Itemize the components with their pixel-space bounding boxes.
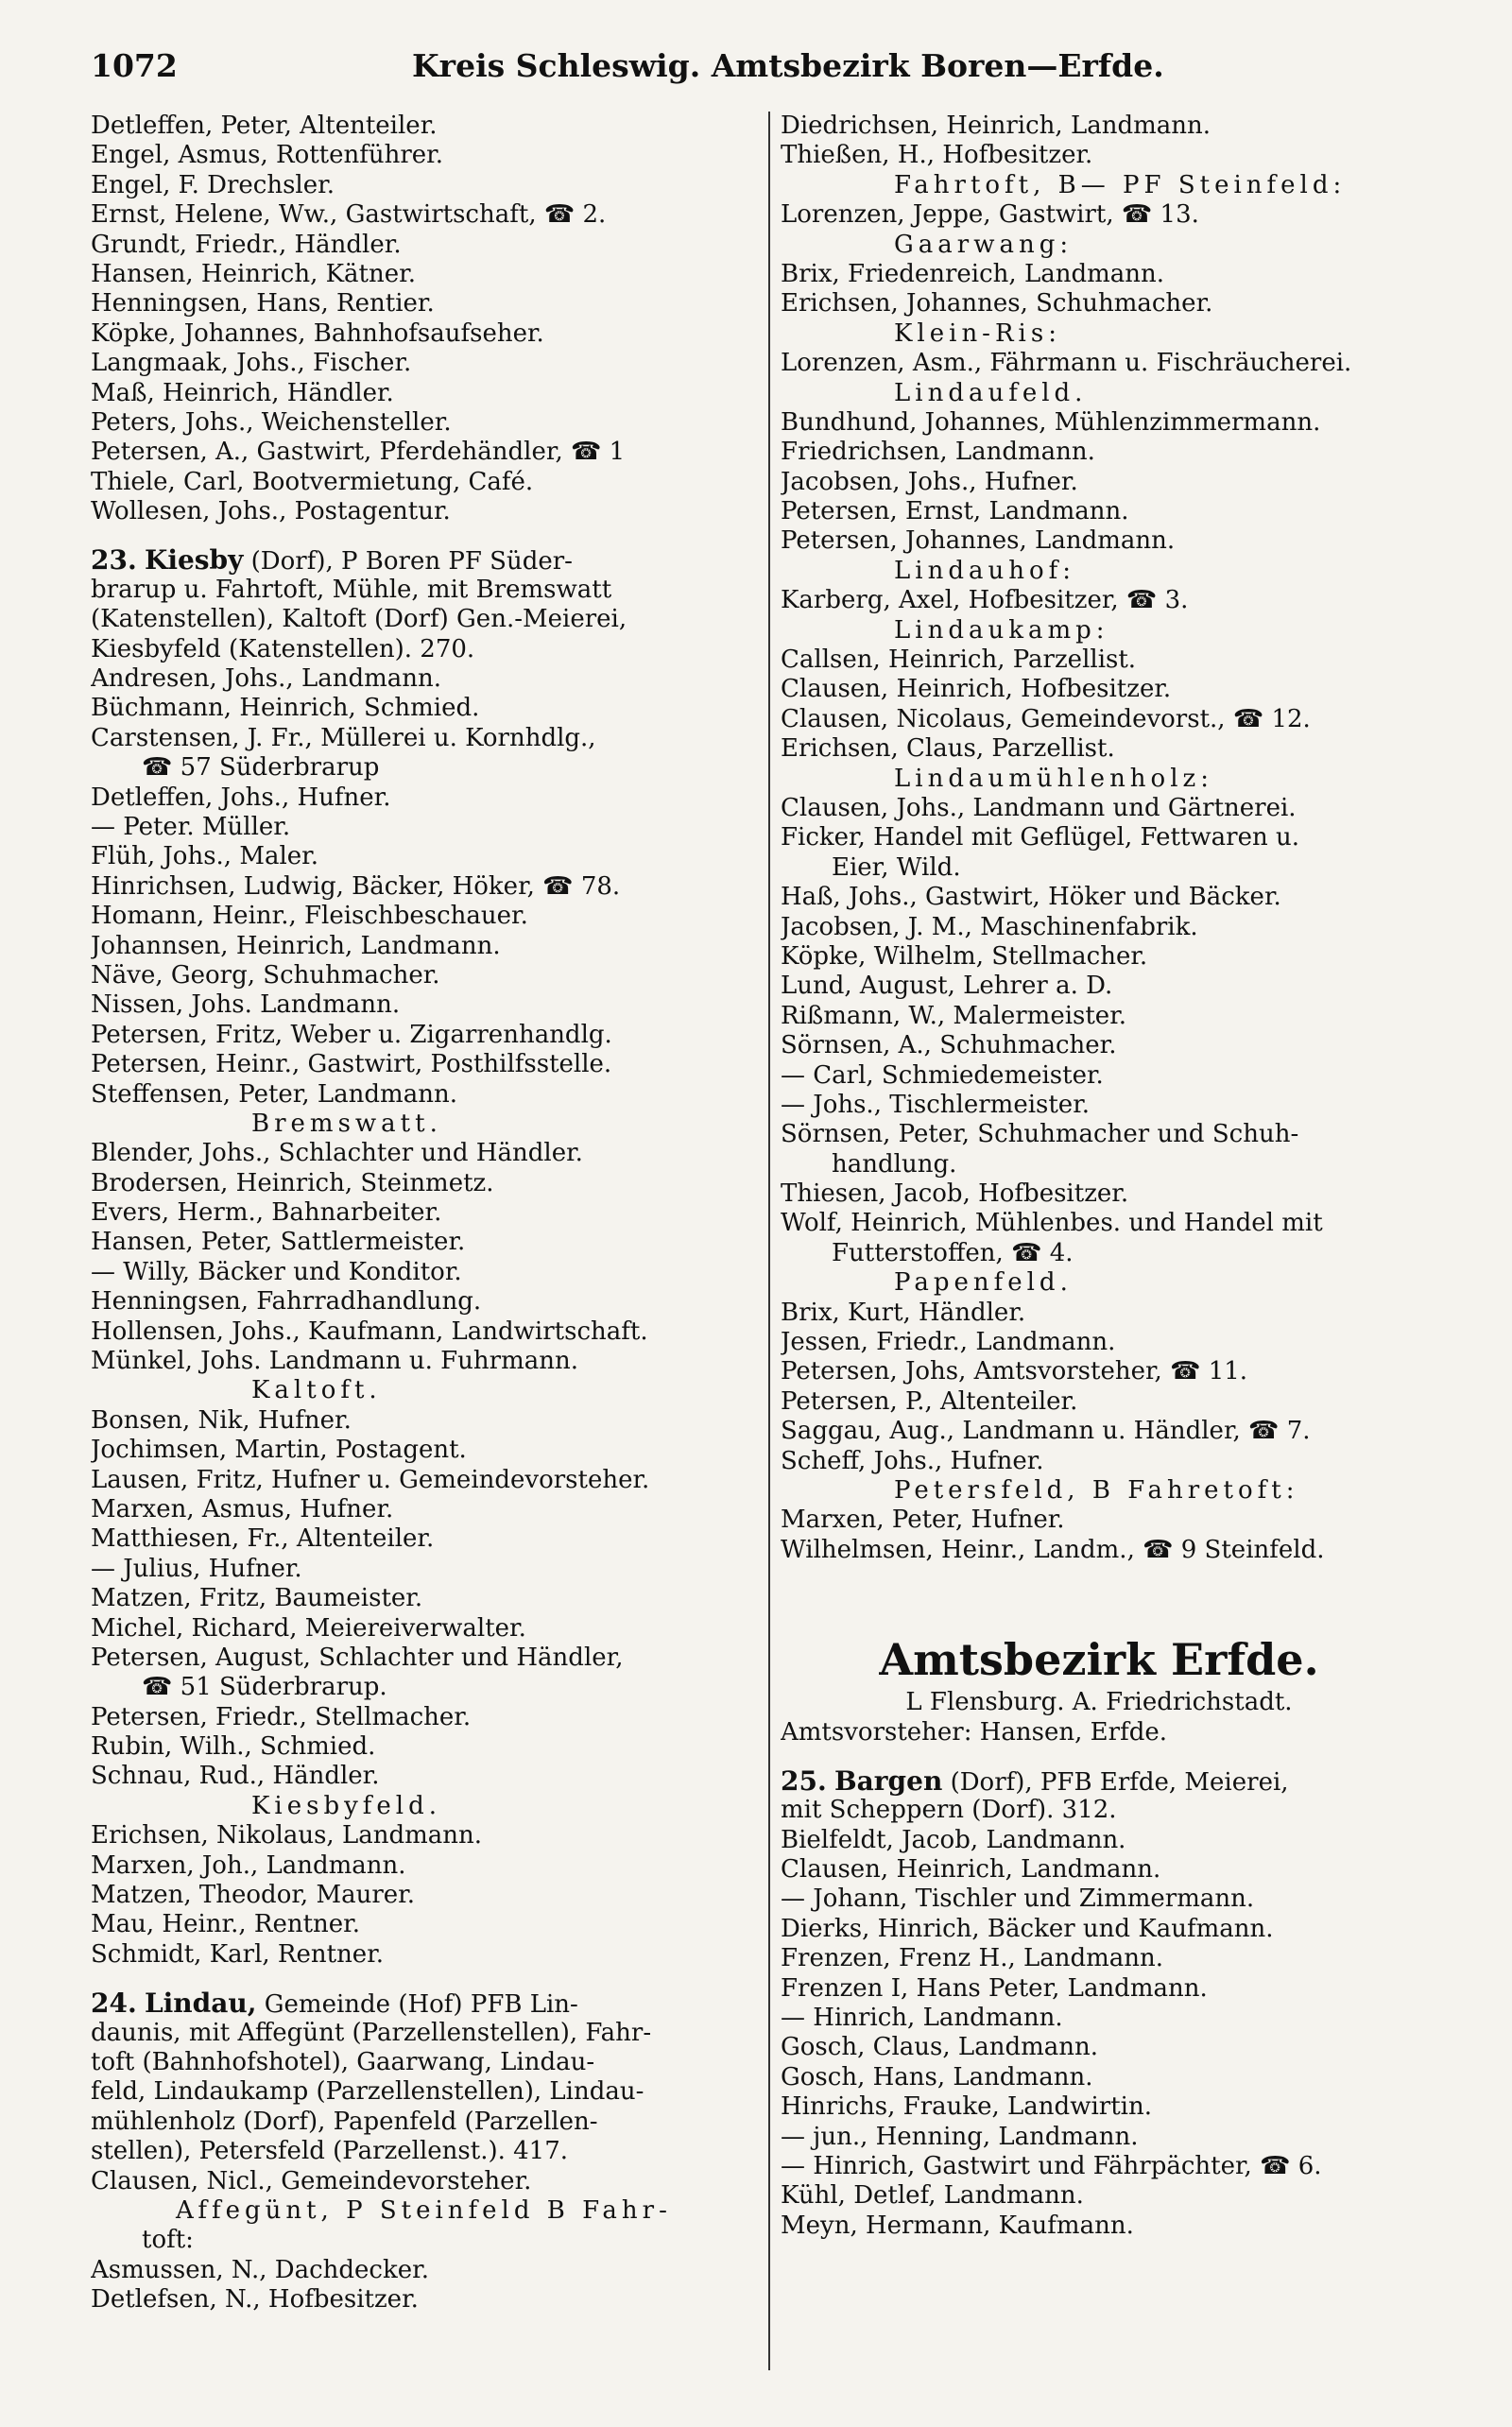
section-desc: Kiesbyfeld (Katenstellen). 270. [91,634,475,663]
entry: Karberg, Axel, Hofbesitzer, ☎ 3. [781,586,1189,615]
entry: Friedrichsen, Landmann. [781,438,1095,467]
entry: Petersen, Ernst, Landmann. [781,497,1129,526]
entry: Erichsen, Nikolaus, Landmann. [91,1821,483,1850]
entry: Bonsen, Nik, Hufner. [91,1405,352,1435]
entry: Asmussen, N., Dachdecker. [91,2255,429,2284]
entry: Sörnsen, Peter, Schuhmacher und Schuh- [781,1120,1299,1149]
entry: Petersen, Fritz, Weber u. Zigarrenhandlg. [91,1020,612,1049]
entry: Clausen, Heinrich, Landmann. [781,1855,1161,1885]
entry: — Hinrich, Landmann. [781,2004,1063,2033]
entry: Detleffen, Peter, Altenteiler. [91,112,438,140]
entry: Hollensen, Johs., Kaufmann, Landwirtschaft. [91,1317,648,1346]
bremswatt-entries [91,1139,752,1376]
entry: Jessen, Friedr., Landmann. [781,1328,1116,1357]
section-23-kiesby [91,545,752,664]
entry: Sörnsen, A., Schuhmacher. [781,1031,1117,1060]
kiesbyfeld-entries [91,1821,752,1970]
entry: Petersen, Johs, Amtsvorsteher, ☎ 11. [781,1357,1248,1386]
section-desc: daunis, mit Affegünt (Parzellenstellen), Fahr- [91,2018,652,2047]
entry: Marxen, Peter, Hufner. [781,1506,1065,1535]
entry: Scheff, Johs., Hufner. [781,1446,1044,1475]
entry: Kühl, Detlef, Landmann. [781,2181,1084,2211]
entry: Jacobsen, Johs., Hufner. [781,467,1078,496]
entry: Hinrichsen, Ludwig, Bäcker, Höker, ☎ 78. [91,871,621,901]
entry: Petersen, Friedr., Stellmacher. [91,1702,472,1731]
entry: Flüh, Johs., Maler. [91,842,318,871]
entry: Lund, August, Lehrer a. D. [781,972,1113,1001]
entry: Clausen, Heinrich, Hofbesitzer. [781,675,1172,704]
entry: Hansen, Peter, Sattlermeister. [91,1228,466,1257]
subheading-gaarwang: Gaarwang: [894,230,1074,259]
entry: Münkel, Johs. Landmann u. Fuhrmann. [91,1347,579,1376]
entry: Marxen, Asmus, Hufner. [91,1494,394,1523]
subheading-affeguent: Affegünt, P Steinfeld B Fahr- [176,2195,672,2225]
entry: Peters, Johs., Weichensteller. [91,407,452,437]
kiesby-entries [91,664,752,1110]
entry: Matzen, Theodor, Maurer. [91,1881,415,1910]
district-title-erfde: Amtsbezirk Erfde. [879,1634,1319,1686]
entry: Engel, F. Drechsler. [91,170,335,199]
entry: Köpke, Johannes, Bahnhofsaufseher. [91,318,544,348]
entry: Wilhelmsen, Heinr., Landm., ☎ 9 Steinfeld. [781,1535,1325,1564]
section-desc: (Katenstellen), Kaltoft (Dorf) Gen.-Meierei, [91,605,627,634]
entry: Köpke, Wilhelm, Stellmacher. [781,941,1148,971]
entry: — Johs., Tischlermeister. [781,1090,1091,1119]
entry: Detlefsen, N., Hofbesitzer. [91,2285,419,2315]
entry: Blender, Johs., Schlachter und Händler. [91,1139,583,1168]
entry: Meyn, Hermann, Kaufmann. [781,2211,1134,2240]
right-column [781,112,1418,2241]
running-title: Kreis Schleswig. Amtsbezirk Boren—Erfde. [412,47,1164,84]
entry: Matthiesen, Fr., Altenteiler. [91,1524,435,1554]
entry: Wolf, Heinrich, Mühlenbes. und Handel mit [781,1209,1323,1238]
entry: Ernst, Helene, Ww., Gastwirtschaft, ☎ 2. [91,200,607,230]
entry: — jun., Henning, Landmann. [781,2122,1139,2151]
entry: Gosch, Hans, Landmann. [781,2062,1093,2091]
entry: — Johann, Tischler und Zimmermann. [781,1885,1255,1914]
entry: Michel, Richard, Meiereiverwalter. [91,1613,526,1643]
entry: Futterstoffen, ☎ 4. [832,1238,1074,1267]
entry: — Willy, Bäcker und Konditor. [91,1257,462,1286]
entry: Frenzen I, Hans Peter, Landmann. [781,1973,1208,2003]
page-header [91,47,1433,96]
entry: Clausen, Johs., Landmann und Gärtnerei. [781,793,1297,822]
section-desc: (Dorf), P Boren PF Süder- [250,547,573,576]
entry: Detleffen, Johs., Hufner. [91,783,391,812]
entry: Marxen, Joh., Landmann. [91,1850,406,1880]
left-column [91,112,752,2315]
page-number: 1072 [91,47,178,84]
entry: Lausen, Fritz, Hufner u. Gemeindevorsteher. [91,1465,650,1494]
section-desc: toft (Bahnhofshotel), Gaarwang, Lindau- [91,2048,595,2076]
entry: Steffensen, Peter, Landmann. [91,1079,457,1109]
entry: Engel, Asmus, Rottenführer. [91,141,444,170]
subheading-lindaukamp: Lindaukamp: [894,615,1109,645]
section-place-name: Lindau, [144,1988,257,2019]
entry: Andresen, Johs., Landmann. [91,664,442,694]
bargen-entries [781,1826,1418,2241]
entry: handlung. [832,1149,957,1179]
subheading-papenfeld: Papenfeld. [894,1268,1073,1298]
entry: Hinrichs, Frauke, Landwirtin. [781,2092,1152,2122]
entry: ☎ 57 Süderbrarup [142,753,380,783]
entry: Jacobsen, J. M., Maschinenfabrik. [781,912,1198,941]
entry: Petersen, Heinr., Gastwirt, Posthilfsstelle. [91,1050,612,1079]
entry: Evers, Herm., Bahnarbeiter. [91,1198,442,1228]
entry: Schmidt, Karl, Rentner. [91,1939,385,1969]
entry: Rißmann, W., Malermeister. [781,1001,1127,1030]
entry: Johannsen, Heinrich, Landmann. [91,931,501,960]
entry: Mau, Heinr., Rentner. [91,1910,361,1939]
entry: Bundhund, Johannes, Mühlenzimmermann. [781,407,1321,437]
entry: Clausen, Nicl., Gemeindevorsteher. [91,2166,532,2195]
entry: Büchmann, Heinrich, Schmied. [91,694,480,723]
section-25-bargen [781,1766,1418,1826]
subheading-fahrtoft: Fahrtoft, B— PF Steinfeld: [894,170,1347,199]
section-desc: (Dorf), PFB Erfde, Meierei, [950,1767,1289,1797]
entry: Matzen, Fritz, Baumeister. [91,1584,423,1613]
entry: Brix, Kurt, Händler. [781,1298,1026,1327]
section-number: 25. [781,1765,827,1797]
entry: Petersen, August, Schlachter und Händler, [91,1643,624,1672]
entry: Diedrichsen, Heinrich, Landmann. [781,112,1211,140]
entry: Lorenzen, Jeppe, Gastwirt, ☎ 13. [781,200,1199,230]
section-desc: mit Scheppern (Dorf). 312. [781,1796,1117,1825]
entry: Haß, Johs., Gastwirt, Höker und Bäcker. [781,883,1281,912]
entry: Henningsen, Hans, Rentier. [91,289,435,318]
section-desc: Gemeinde (Hof) PFB Lin- [264,1990,578,2019]
entry: Carstensen, J. Fr., Müllerei u. Kornhdlg., [91,723,596,752]
entry: Gosch, Claus, Landmann. [781,2033,1098,2062]
subheading-petersfeld: Petersfeld, B Fahretoft: [894,1475,1299,1505]
entry: Callsen, Heinrich, Parzellist. [781,645,1137,675]
entry: Petersen, Johannes, Landmann. [781,526,1176,556]
entry: Erichsen, Claus, Parzellist. [781,734,1115,764]
subheading-bremswatt: Bremswatt. [251,1109,442,1138]
entry: Bielfeldt, Jacob, Landmann. [781,1825,1126,1854]
entry: — Carl, Schmiedemeister. [781,1060,1104,1090]
court-info: L Flensburg. A. Friedrichstadt. [905,1688,1293,1717]
entry: Petersen, P., Altenteiler. [781,1386,1078,1416]
entry: Näve, Georg, Schuhmacher. [91,960,440,990]
section-place-name: Kiesby [144,545,244,576]
entry: Grundt, Friedr., Händler. [91,230,402,259]
entry: Homann, Heinr., Fleischbeschauer. [91,902,528,931]
entry: Hansen, Heinrich, Kätner. [91,259,416,288]
entry: Erichsen, Johannes, Schuhmacher. [781,289,1213,318]
entry: Eier, Wild. [832,852,961,882]
section-desc: brarup u. Fahrtoft, Mühle, mit Bremswatt [91,575,612,604]
entry: Maß, Heinrich, Händler. [91,378,394,407]
entry: Nissen, Johs. Landmann. [91,990,401,1020]
subheading-affeguent-cont: toft: [142,2226,194,2255]
entry: — Julius, Hufner. [91,1554,302,1583]
entry: — Peter. Müller. [91,812,291,841]
entry: Brodersen, Heinrich, Steinmetz. [91,1168,494,1197]
entry: Rubin, Wilh., Schmied. [91,1732,376,1762]
subheading-kaltoft: Kaltoft. [251,1376,382,1405]
entry: Thiele, Carl, Bootvermietung, Café. [91,467,534,496]
entry: — Hinrich, Gastwirt und Fährpächter, ☎ 6. [781,2152,1322,2180]
entry: Dierks, Hinrich, Bäcker und Kaufmann. [781,1914,1274,1943]
entry: Frenzen, Frenz H., Landmann. [781,1944,1164,1973]
section-24-lindau [91,1988,752,2196]
entry: Lorenzen, Asm., Fährmann u. Fischräucherei. [781,349,1352,378]
left-entries-top [91,112,752,526]
section-desc: feld, Lindaukamp (Parzellenstellen), Lindau- [91,2077,644,2107]
entry: Petersen, A., Gastwirt, Pferdehändler, ☎ 1 [91,438,626,467]
subheading-kiesbyfeld: Kiesbyfeld. [251,1791,442,1820]
entry: Thiesen, Jacob, Hofbesitzer. [781,1179,1129,1209]
entry: Wollesen, Johs., Postagentur. [91,497,451,526]
entry: ☎ 51 Süderbrarup. [142,1673,387,1702]
entry: Ficker, Handel mit Geflügel, Fettwaren u. [781,823,1299,852]
subheading-lindaufeld: Lindaufeld. [894,378,1088,407]
entry: Schnau, Rud., Händler. [91,1762,380,1791]
section-number: 24. [91,1988,137,2019]
kaltoft-entries [91,1406,752,1792]
section-place-name: Bargen [833,1765,943,1797]
entry: Thießen, H., Hofbesitzer. [781,141,1093,170]
section-number: 23. [91,545,137,576]
entry: Clausen, Nicolaus, Gemeindevorst., ☎ 12. [781,704,1311,733]
column-divider [768,112,770,2370]
entry: Saggau, Aug., Landmann u. Händler, ☎ 7. [781,1417,1311,1446]
subheading-klein-ris: Klein-Ris: [894,318,1061,348]
section-desc: stellen), Petersfeld (Parzellenst.). 417. [91,2137,569,2166]
right-entries-top [781,112,1418,171]
entry: Langmaak, Johs., Fischer. [91,349,412,378]
subheading-lindaumuehlenholz: Lindaumühlenholz: [894,764,1213,793]
amtsvorsteher: Amtsvorsteher: Hansen, Erfde. [781,1717,1168,1747]
section-desc: mühlenholz (Dorf), Papenfeld (Parzellen- [91,2107,598,2136]
subheading-lindauhof: Lindauhof: [894,556,1075,585]
entry: Brix, Friedenreich, Landmann. [781,259,1165,288]
entry: Jochimsen, Martin, Postagent. [91,1436,467,1465]
entry: Henningsen, Fahrradhandlung. [91,1287,482,1317]
affeguent-entries [91,2256,752,2315]
